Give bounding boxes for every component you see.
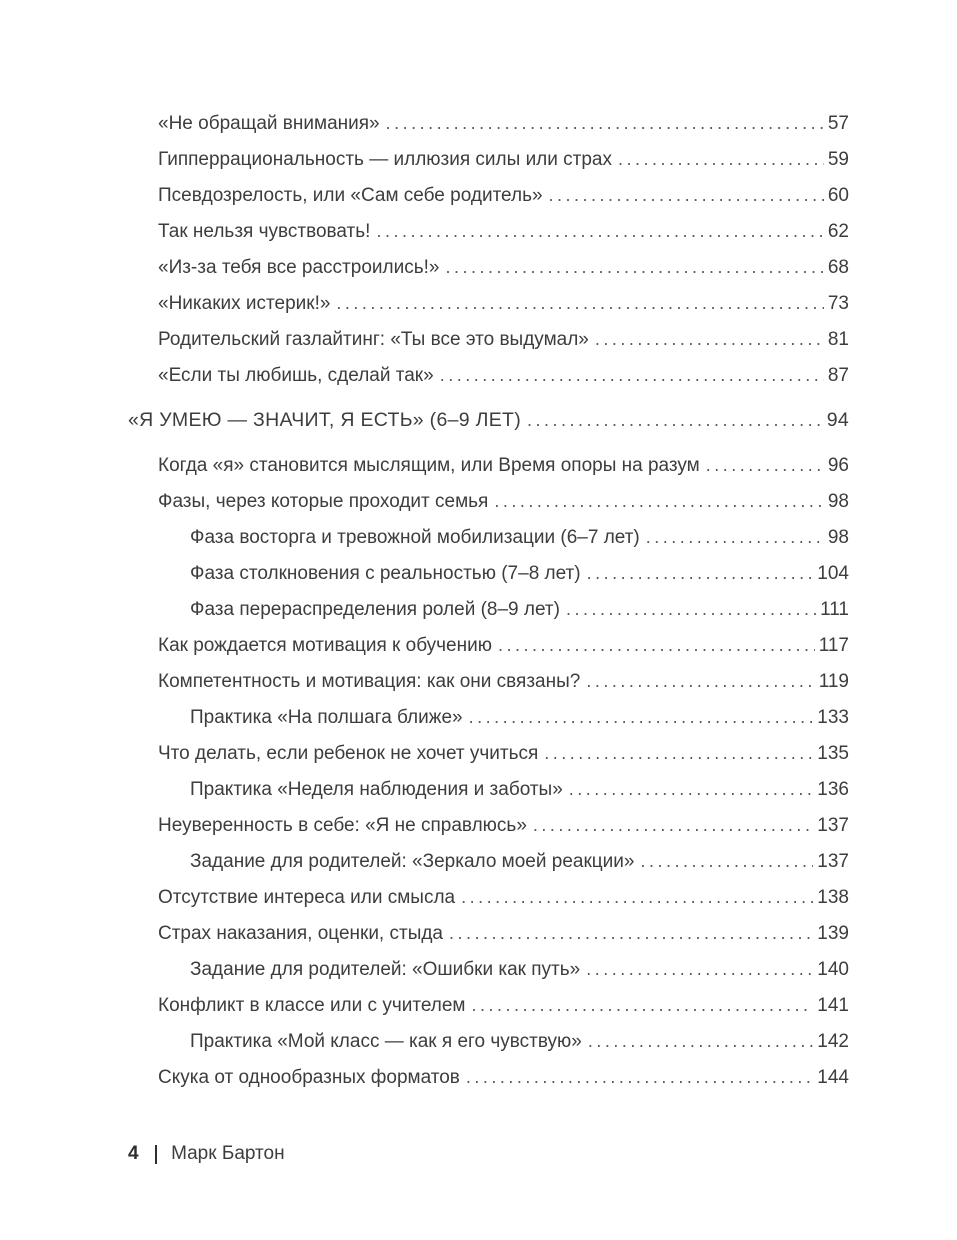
toc-entry-title: Практика «На полшага ближе»	[190, 707, 463, 728]
toc-entry	[128, 922, 849, 945]
toc-entry-page: 62	[827, 221, 849, 242]
dot-leader	[376, 220, 823, 243]
toc-entry-title: Задание для родителей: «Зеркало моей реакции»	[190, 851, 635, 872]
toc-entry	[128, 778, 849, 801]
toc-entry-page: 94	[826, 409, 849, 431]
toc-entry-page: 137	[817, 815, 849, 836]
toc-entry-title: Как рождается мотивация к обучению	[158, 635, 492, 656]
toc-entry-page: 138	[817, 887, 849, 908]
toc-entry	[128, 886, 849, 909]
toc-entry	[128, 454, 849, 477]
toc-entry-page: 133	[817, 707, 849, 728]
dot-leader	[469, 706, 814, 729]
toc-entry-title: Компетентность и мотивация: как они связаны?	[158, 671, 581, 692]
toc-entry-title: Фаза перераспределения ролей (8–9 лет)	[190, 599, 560, 620]
toc-entry	[128, 364, 849, 387]
toc-entry-page: 119	[818, 671, 849, 692]
dot-leader	[549, 184, 824, 207]
toc-entry-title: Фазы, через которые проходит семья	[158, 491, 489, 512]
toc-entry-page: 137	[817, 851, 849, 872]
toc-entry-page: 73	[827, 293, 849, 314]
toc-entry-title: Конфликт в классе или с учителем	[158, 995, 466, 1016]
toc-entry-title: Практика «Неделя наблюдения и заботы»	[190, 779, 563, 800]
toc-entry	[128, 994, 849, 1017]
toc-entry-page: 60	[827, 185, 849, 206]
dot-leader	[595, 328, 824, 351]
toc-entry-title: Страх наказания, оценки, стыда	[158, 923, 443, 944]
dot-leader	[640, 850, 813, 873]
dot-leader	[588, 1030, 813, 1053]
dot-leader	[440, 364, 824, 387]
toc-entry	[128, 706, 849, 729]
toc-entry-page: 141	[817, 995, 849, 1016]
toc-entry-page: 87	[827, 365, 849, 386]
dot-leader	[471, 994, 813, 1017]
toc-entry-title: Практика «Мой класс — как я его чувствую»	[190, 1031, 582, 1052]
toc-entry	[128, 526, 849, 549]
dot-leader	[466, 1066, 813, 1089]
toc-entry	[128, 1066, 849, 1089]
toc-entry-title: «Никаких истерик!»	[158, 293, 331, 314]
toc-entry-page: 59	[827, 149, 849, 170]
dot-leader	[586, 670, 814, 693]
toc-entry-page: 96	[827, 455, 849, 476]
toc-entry	[128, 112, 849, 135]
toc-entry-title: Задание для родителей: «Ошибки как путь»	[190, 959, 581, 980]
toc-entry	[128, 256, 849, 279]
dot-leader	[587, 562, 814, 585]
dot-leader	[527, 409, 823, 432]
toc-entry-title: Скука от однообразных форматов	[158, 1067, 460, 1088]
toc-entry-title: Что делать, если ребенок не хочет учиться	[158, 743, 539, 764]
toc-entry-title: «Не обращай внимания»	[158, 113, 380, 134]
toc-entry-page: 117	[818, 635, 849, 656]
toc-entry-title: Гипперрациональность — иллюзия силы или страх	[158, 149, 612, 170]
footer-divider	[155, 1145, 158, 1164]
dot-leader	[569, 778, 814, 801]
dot-leader	[646, 526, 824, 549]
toc-entry-page: 81	[827, 329, 849, 350]
toc-entry	[128, 814, 849, 837]
toc-entry	[128, 634, 849, 657]
toc-entry	[128, 292, 849, 315]
toc-entry-title: Так нельзя чувствовать!	[158, 221, 371, 242]
dot-leader	[445, 256, 823, 279]
toc-entry	[128, 958, 849, 981]
toc-entry-title: «Если ты любишь, сделай так»	[158, 365, 434, 386]
toc-entry	[128, 670, 849, 693]
dot-leader	[566, 598, 816, 621]
dot-leader	[386, 112, 824, 135]
toc-entry	[128, 598, 849, 621]
dot-leader	[494, 490, 824, 513]
toc-entry-title: Когда «я» становится мыслящим, или Время опоры на разум	[158, 455, 700, 476]
toc-entry-title: «Из-за тебя все расстроились!»	[158, 257, 440, 278]
footer-page-number: 4	[128, 1143, 139, 1164]
toc-entry-page: 139	[817, 923, 849, 944]
toc-entry	[128, 184, 849, 207]
dot-leader	[461, 886, 813, 909]
toc-entry	[128, 148, 849, 171]
toc-entry-title: Фаза восторга и тревожной мобилизации (6–7 лет)	[190, 527, 640, 548]
toc-entry-page: 136	[817, 779, 849, 800]
dot-leader	[618, 148, 824, 171]
toc-entry-page: 142	[817, 1031, 849, 1052]
dot-leader	[498, 634, 815, 657]
toc-entry	[128, 850, 849, 873]
dot-leader	[336, 292, 823, 315]
dot-leader	[533, 814, 813, 837]
footer-author: Марк Бартон	[171, 1143, 285, 1164]
toc-entry-title: «Я УМЕЮ — ЗНАЧИТ, Я ЕСТЬ» (6–9 ЛЕТ)	[128, 409, 522, 431]
toc-entry-page: 140	[817, 959, 849, 980]
toc-entry-title: Псевдозрелость, или «Сам себе родитель»	[158, 185, 543, 206]
toc-entry-title: Неуверенность в себе: «Я не справлюсь»	[158, 815, 527, 836]
toc-entry	[128, 328, 849, 351]
toc-entry	[128, 1030, 849, 1053]
toc-entry-page: 68	[827, 257, 849, 278]
page-footer	[128, 1143, 285, 1165]
toc-entry-page: 98	[827, 491, 849, 512]
toc-entry-title: Родительский газлайтинг: «Ты все это выдумал»	[158, 329, 589, 350]
toc-entry	[128, 742, 849, 765]
toc-section-heading	[128, 409, 849, 432]
toc-entry	[128, 562, 849, 585]
toc-entry-page: 111	[820, 599, 849, 620]
toc-entry-page: 135	[817, 743, 849, 764]
toc-entry	[128, 490, 849, 513]
toc-list	[128, 112, 849, 1102]
toc-entry-page: 104	[817, 563, 849, 584]
toc-entry-page: 57	[827, 113, 849, 134]
toc-entry-title: Фаза столкновения с реальностью (7–8 лет)	[190, 563, 581, 584]
dot-leader	[586, 958, 813, 981]
dot-leader	[449, 922, 813, 945]
dot-leader	[706, 454, 824, 477]
dot-leader	[544, 742, 813, 765]
toc-entry-page: 144	[817, 1067, 849, 1088]
toc-entry-page: 98	[827, 527, 849, 548]
toc-entry	[128, 220, 849, 243]
toc-entry-title: Отсутствие интереса или смысла	[158, 887, 456, 908]
